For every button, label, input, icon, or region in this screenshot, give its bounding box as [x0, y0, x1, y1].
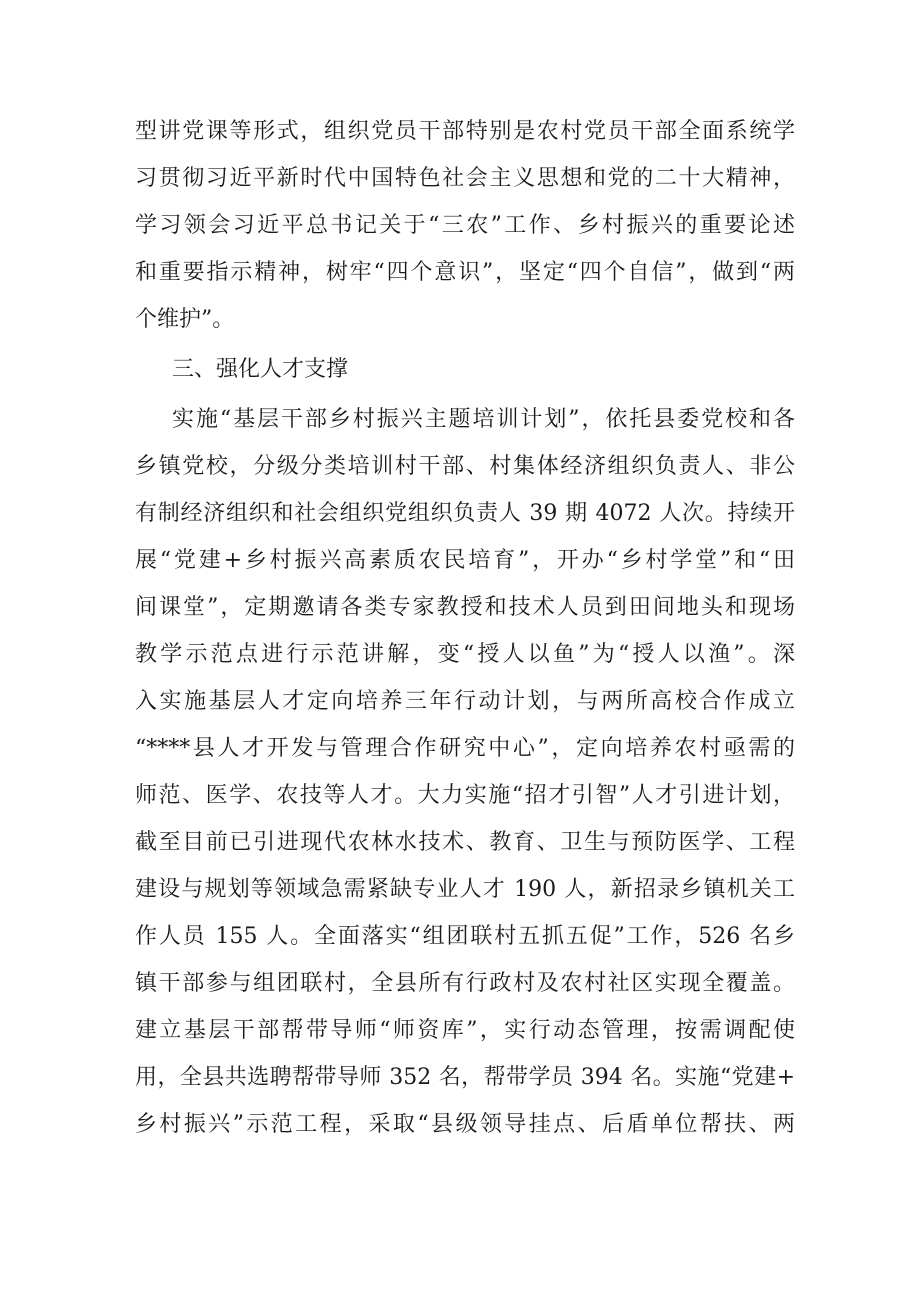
paragraph-line: 学习领会习近平总书记关于“三农”工作、乡村振兴的重要论述	[135, 213, 795, 238]
paragraph-line: 教学示范点进行示范讲解，变“授人以鱼”为“授人以渔”。深	[135, 642, 795, 667]
paragraph-line: 截至目前已引进现代农林水技术、教育、卫生与预防医学、工程	[135, 830, 795, 855]
paragraph-line: 型讲党课等形式，组织党员干部特别是农村党员干部全面系统学	[135, 119, 795, 144]
paragraph-line: 作人员 155 人。全面落实“组团联村五抓五促”工作，526 名乡	[135, 924, 795, 949]
paragraph-line: 个维护”。	[135, 307, 235, 332]
paragraph-line: 有制经济组织和社会组织党组织负责人 39 期 4072 人次。持续开	[135, 501, 795, 526]
paragraph-line: 乡镇党校，分级分类培训村干部、村集体经济组织负责人、非公	[135, 454, 795, 479]
paragraph-line: 实施“基层干部乡村振兴主题培训计划”，依托县委党校和各	[172, 407, 795, 432]
paragraph-line: 和重要指示精神，树牢“四个意识”，坚定“四个自信”，做到“两	[135, 260, 795, 285]
paragraph-line: 用，全县共选聘帮带导师 352 名，帮带学员 394 名。实施“党建+	[135, 1065, 795, 1090]
paragraph-line: 师范、医学、农技等人才。大力实施“招才引智”人才引进计划，	[135, 783, 795, 808]
paragraph-line: 建设与规划等领域急需紧缺专业人才 190 人，新招录乡镇机关工	[135, 877, 795, 902]
paragraph-line: 镇干部参与组团联村，全县所有行政村及农村社区实现全覆盖。	[135, 971, 795, 996]
section-heading: 三、强化人才支撑	[172, 357, 349, 382]
paragraph-line: 乡村振兴”示范工程，采取“县级领导挂点、后盾单位帮扶、两	[135, 1112, 795, 1137]
paragraph-line: “****县人才开发与管理合作研究中心”，定向培养农村亟需的	[135, 736, 795, 761]
paragraph-line: 建立基层干部帮带导师“师资库”，实行动态管理，按需调配使	[135, 1018, 795, 1043]
paragraph-line: 间课堂”，定期邀请各类专家教授和技术人员到田间地头和现场	[135, 595, 795, 620]
paragraph-line: 展“党建+乡村振兴高素质农民培育”，开办“乡村学堂”和“田	[135, 548, 795, 573]
paragraph-line: 入实施基层人才定向培养三年行动计划，与两所高校合作成立	[135, 689, 795, 714]
paragraph-line: 习贯彻习近平新时代中国特色社会主义思想和党的二十大精神，	[135, 166, 795, 191]
